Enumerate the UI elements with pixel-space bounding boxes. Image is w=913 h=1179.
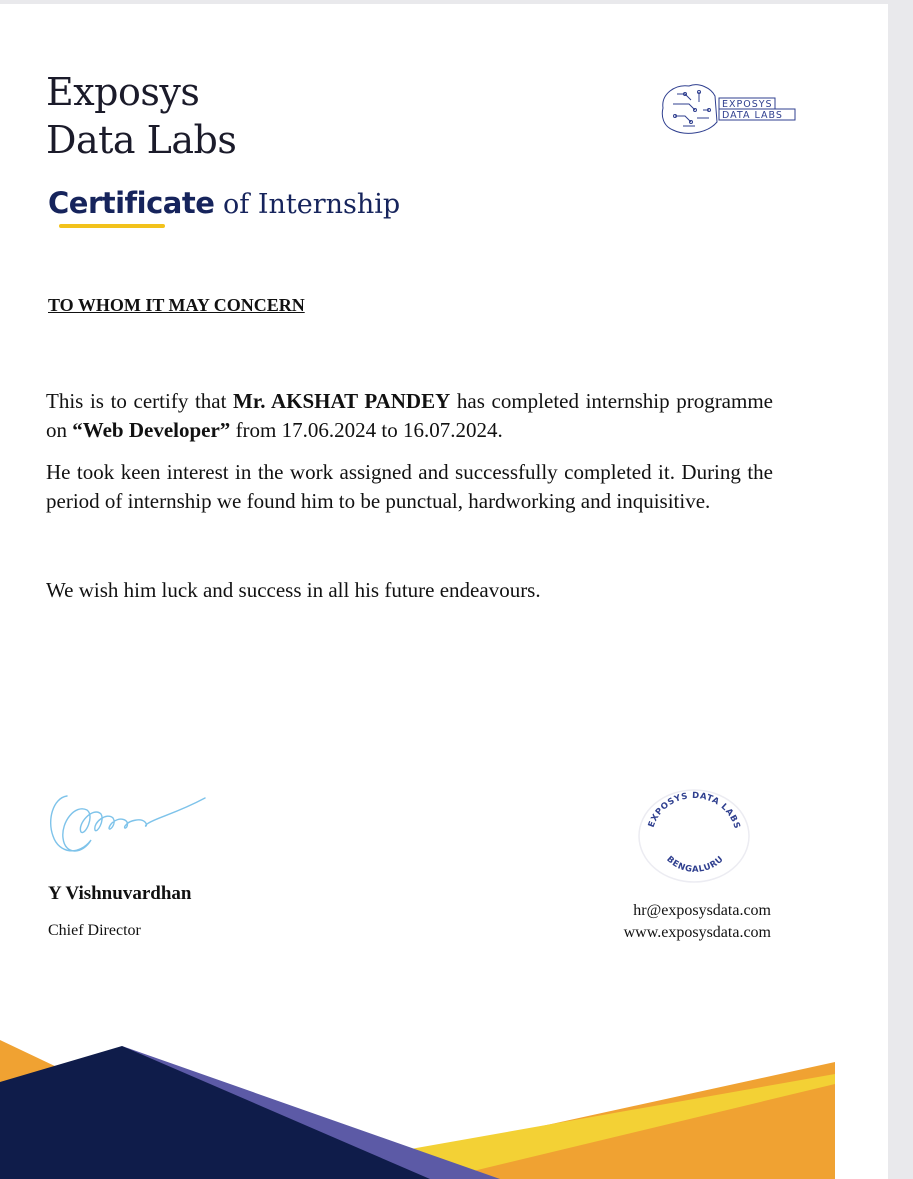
signature xyxy=(45,784,215,864)
company-name-line1: Exposys xyxy=(46,70,200,114)
company-name xyxy=(46,68,236,164)
logo-text-line1: EXPOSYS xyxy=(722,99,773,110)
performance-paragraph: He took keen interest in the work assigned and successfully completed it. During the period of internship we found him to be punctual, hardworking and inquisitive. xyxy=(46,460,773,513)
certificate-title xyxy=(48,186,400,220)
intern-name: Mr. AKSHAT PANDEY xyxy=(233,389,451,413)
p1-mid: has completed internship programme on xyxy=(46,389,773,442)
certificate-title-bold: Certificate xyxy=(48,186,215,220)
certificate-title-rest: of Internship xyxy=(214,189,401,220)
programme-name: “Web Developer” xyxy=(72,418,231,442)
contact-website: www.exposysdata.com xyxy=(623,924,771,941)
logo-text-line2: DATA LABS xyxy=(722,110,783,121)
p1-suffix: from 17.06.2024 to 16.07.2024. xyxy=(230,418,503,442)
svg-text:BENGALURU xyxy=(664,854,726,875)
salutation-heading: TO WHOM IT MAY CONCERN xyxy=(48,295,305,315)
footer-decoration xyxy=(0,1024,888,1179)
company-logo xyxy=(655,80,800,140)
p1-prefix: This is to certify that xyxy=(46,389,234,413)
certificate-page xyxy=(0,4,888,1179)
contact-email: hr@exposysdata.com xyxy=(633,902,771,919)
company-stamp xyxy=(630,786,755,886)
footer-navy-triangle xyxy=(0,1046,430,1179)
signatory-name: Y Vishnuvardhan xyxy=(48,883,192,904)
stamp-top-text: EXPOSYS DATA LABS xyxy=(646,790,742,831)
signatory-title: Chief Director xyxy=(48,922,141,939)
contact-info xyxy=(600,900,771,944)
company-name-line2: Data Labs xyxy=(46,118,237,162)
title-accent-underline xyxy=(59,224,165,228)
svg-text:EXPOSYS DATA LABS xyxy=(647,791,742,831)
stamp-bottom-text: BENGALURU xyxy=(664,854,726,875)
wishes-paragraph: We wish him luck and success in all his future endeavours. xyxy=(46,578,541,602)
certification-paragraph xyxy=(46,387,773,445)
